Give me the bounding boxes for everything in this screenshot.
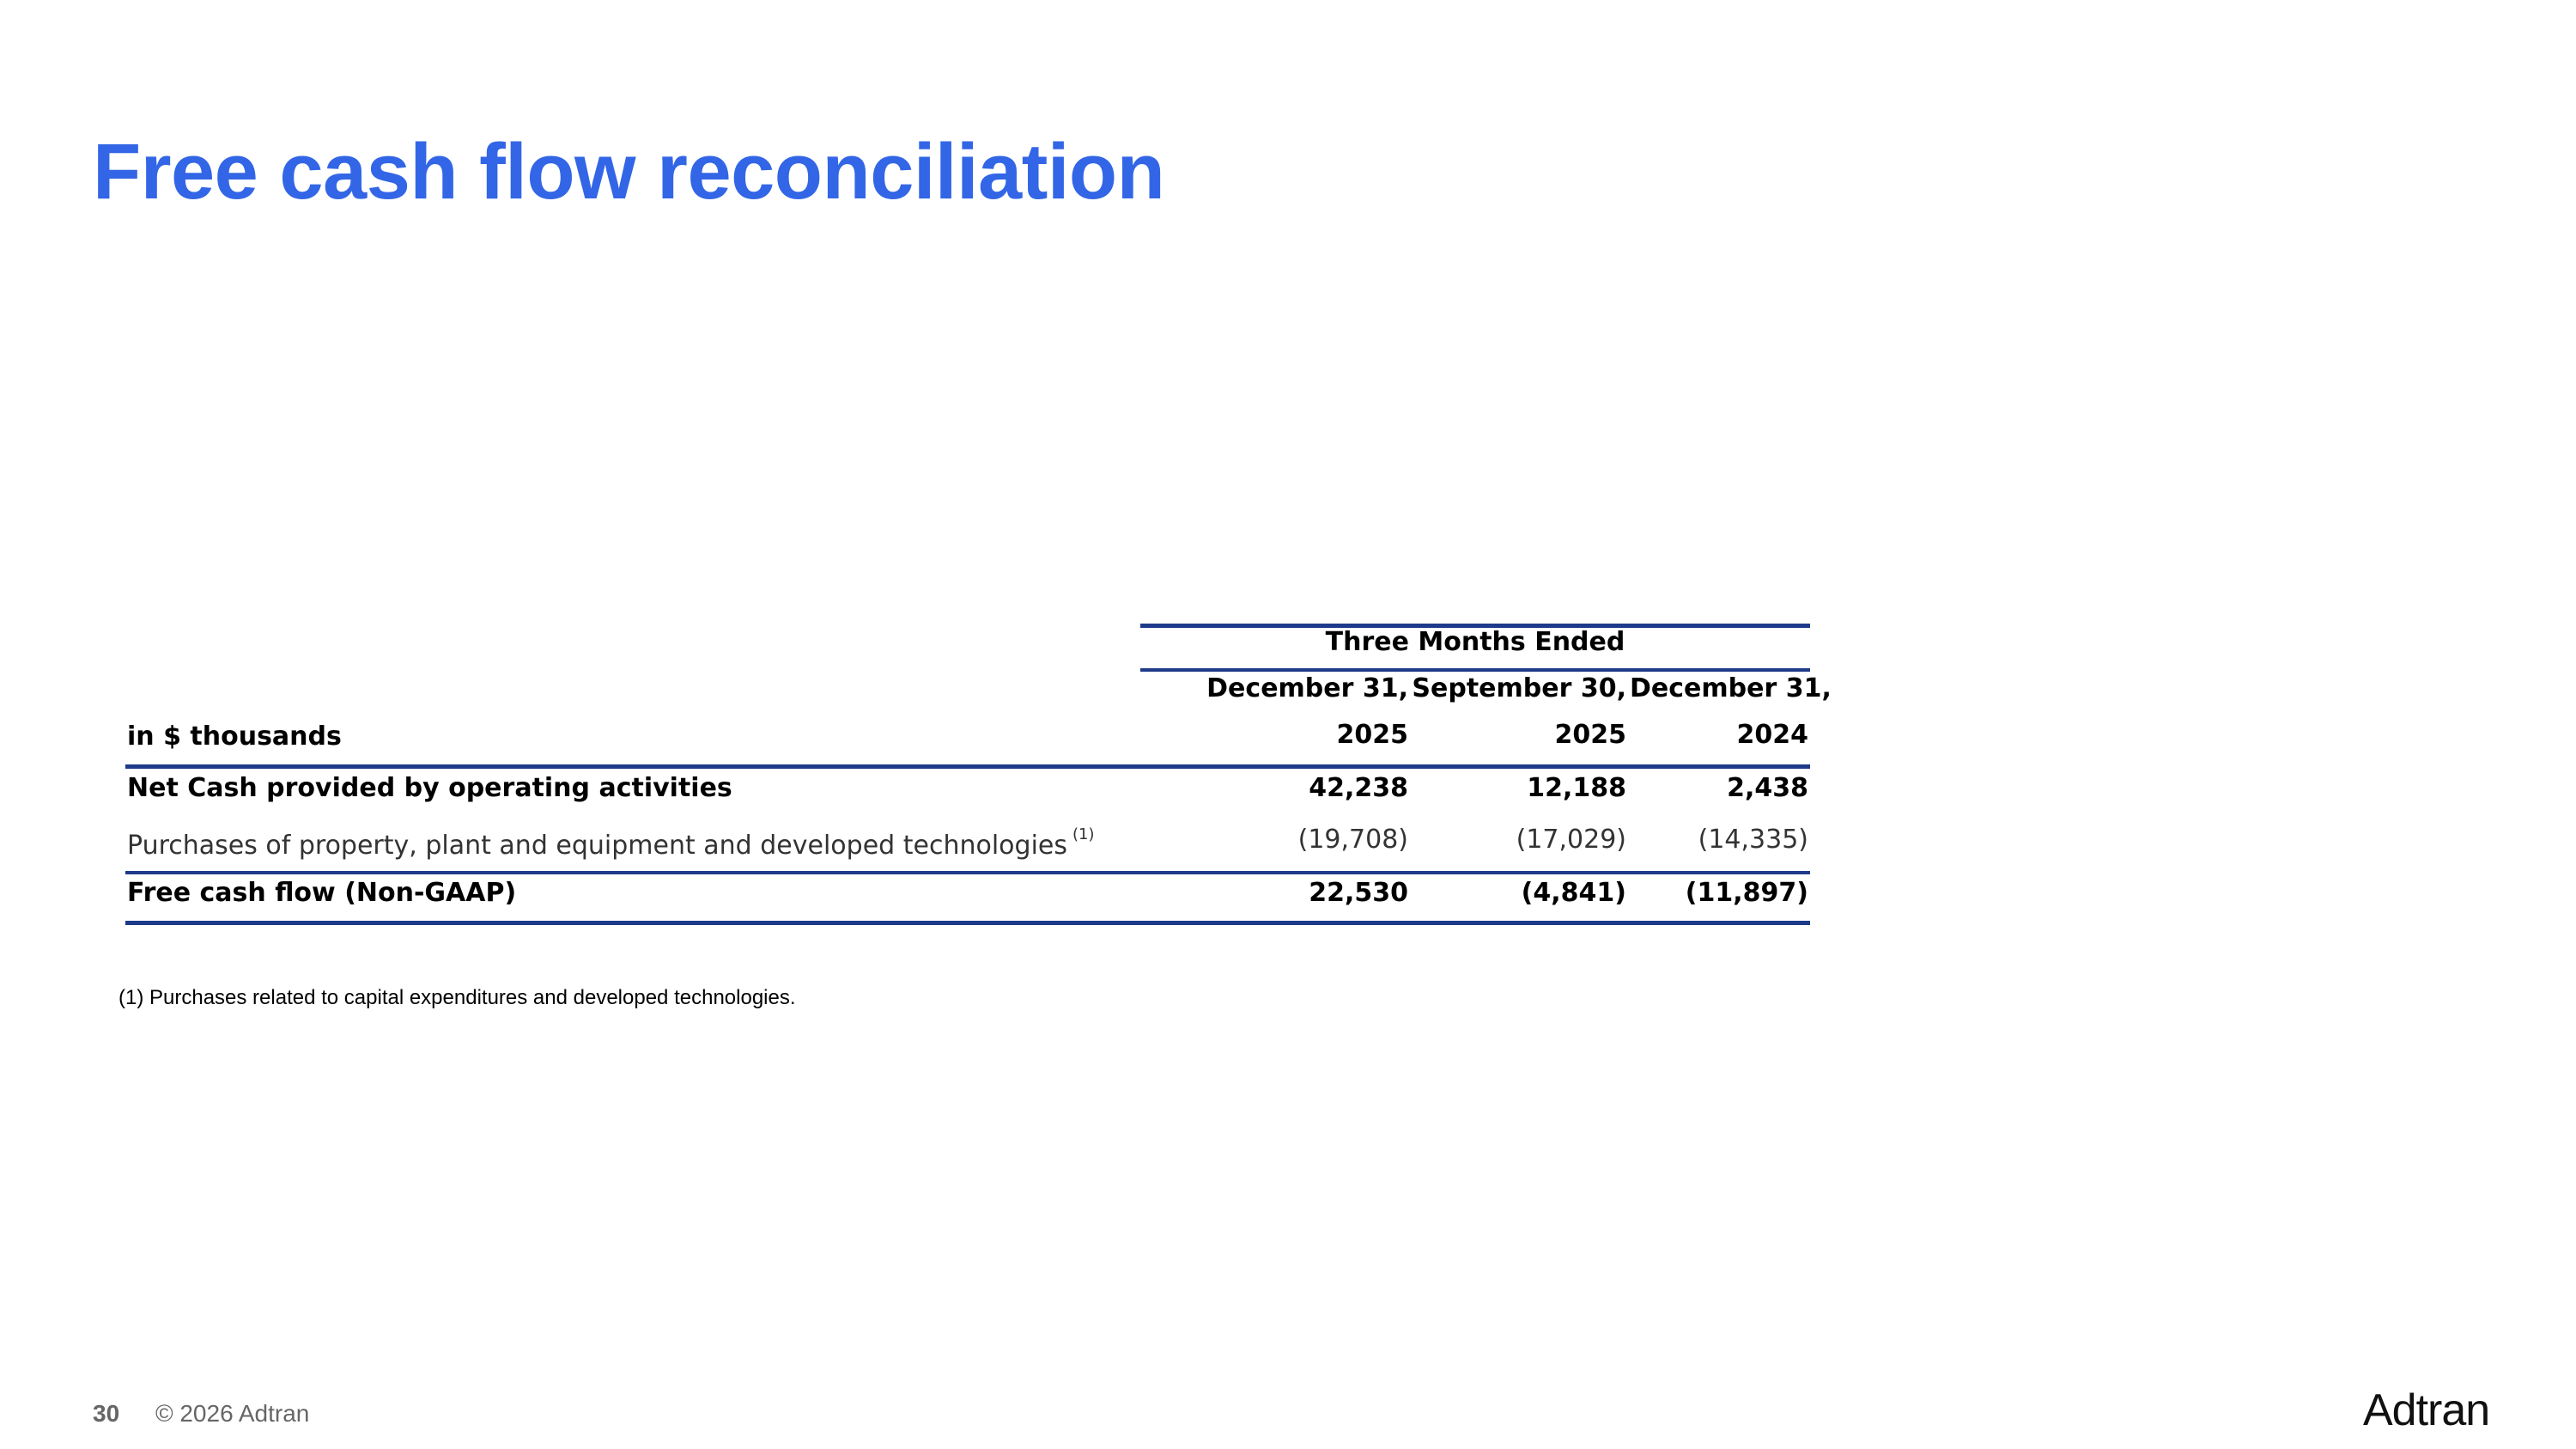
row-label-operating-cash: Net Cash provided by operating activities [127, 773, 732, 803]
row2-value-1: (19,708) [1297, 825, 1408, 855]
free-cash-flow-table [118, 608, 1832, 926]
row3-value-3: (11,897) [1685, 878, 1808, 908]
col-header-1-line1: December 31, [1206, 673, 1408, 703]
unit-label: in $ thousands [127, 721, 342, 752]
page-title: Free cash flow reconciliation [93, 128, 1165, 216]
row2-bottom-rule [125, 871, 1810, 874]
logo-text: Adtran [2363, 1385, 2490, 1435]
footnote: (1) Purchases related to capital expenditures and developed technologies. [118, 986, 796, 1009]
row1-value-3: 2,438 [1727, 773, 1808, 803]
adtran-logo [2363, 1385, 2489, 1436]
slide-footer [93, 1400, 309, 1428]
row-label-free-cash-flow: Free cash flow (Non-GAAP) [127, 878, 517, 908]
row1-value-2: 12,188 [1527, 773, 1626, 803]
row2-value-3: (14,335) [1698, 825, 1808, 855]
header-bottom-rule [125, 764, 1810, 769]
table-bottom-rule [125, 921, 1810, 925]
col-header-1-line2: 2025 [1336, 720, 1408, 750]
row3-value-1: 22,530 [1309, 878, 1408, 908]
col-header-2-line2: 2025 [1554, 720, 1626, 750]
row2-value-2: (17,029) [1516, 825, 1626, 855]
copyright: © 2026 Adtran [155, 1400, 310, 1427]
footnote-marker: (1) [1072, 825, 1095, 843]
col-header-2-line1: September 30, [1412, 673, 1626, 703]
row3-value-2: (4,841) [1521, 878, 1626, 908]
row-label-purchases [127, 823, 1095, 863]
col-header-3-line1: December 31, [1630, 673, 1832, 703]
col-header-3-line2: 2024 [1736, 720, 1808, 750]
row-label-purchases-text: Purchases of property, plant and equipment and developed technologies [127, 831, 1067, 861]
page-number: 30 [93, 1400, 120, 1427]
group-header: Three Months Ended [1325, 627, 1625, 657]
row1-value-1: 42,238 [1309, 773, 1408, 803]
